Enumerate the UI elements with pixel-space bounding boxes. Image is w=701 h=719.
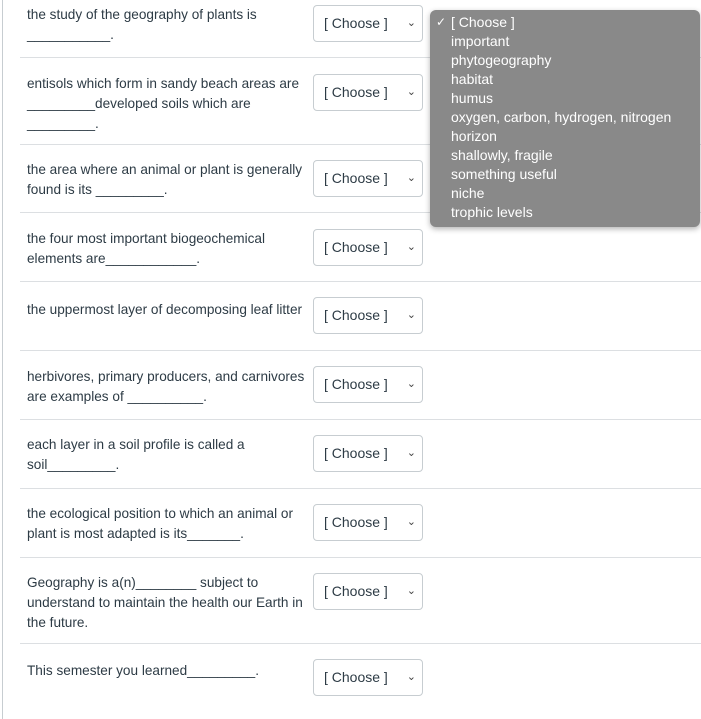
row-divider [20, 419, 701, 420]
select-value: [ Choose ] [324, 170, 388, 186]
question-text: entisols which form in sandy beach areas are _________developed soils which are _________. [27, 76, 300, 131]
select-value: [ Choose ] [324, 669, 388, 685]
select-value: [ Choose ] [324, 376, 388, 392]
chevron-down-icon: ⌄ [406, 172, 416, 184]
option-label: humus [451, 90, 494, 106]
option-label: important [451, 33, 510, 49]
chevron-down-icon: ⌄ [406, 516, 416, 528]
option-label: oxygen, carbon, hydrogen, nitrogen [451, 109, 672, 125]
dropdown-option[interactable] [430, 32, 700, 51]
select-value: [ Choose ] [324, 583, 388, 599]
option-label: shallowly, fragile [451, 147, 553, 163]
dropdown-option[interactable] [430, 13, 700, 32]
dropdown-option[interactable] [430, 108, 700, 127]
answer-select[interactable] [313, 74, 423, 111]
answer-select[interactable] [313, 659, 423, 696]
dropdown-option[interactable] [430, 184, 700, 203]
select-value: [ Choose ] [324, 445, 388, 461]
option-label: phytogeography [451, 52, 552, 68]
chevron-down-icon: ⌄ [406, 378, 416, 390]
row-divider [20, 350, 701, 351]
option-label: trophic levels [451, 204, 533, 220]
row-divider [20, 281, 701, 282]
question-text: the four most important biogeochemical elements are____________. [27, 231, 266, 266]
checkmark-icon: ✓ [436, 15, 447, 29]
answer-select[interactable] [313, 504, 423, 541]
dropdown-option[interactable] [430, 70, 700, 89]
chevron-down-icon: ⌄ [406, 17, 416, 29]
answer-select[interactable] [313, 366, 423, 403]
question-text: the uppermost layer of decomposing leaf litter [27, 302, 303, 317]
answer-select[interactable] [313, 435, 423, 472]
chevron-down-icon: ⌄ [406, 671, 416, 683]
select-value: [ Choose ] [324, 239, 388, 255]
option-label: habitat [451, 71, 494, 87]
chevron-down-icon: ⌄ [406, 585, 416, 597]
question-text: the ecological position to which an animal or plant is most adapted is its_______. [27, 506, 293, 541]
dropdown-option[interactable] [430, 203, 700, 222]
answer-select[interactable] [313, 160, 423, 197]
select-value: [ Choose ] [324, 307, 388, 323]
question-text: Geography is a(n)________ subject to understand to maintain the health our Earth in the future. [27, 575, 303, 630]
answer-select[interactable] [313, 573, 423, 610]
question-text: the study of the geography of plants is ___________. [27, 7, 257, 42]
select-value: [ Choose ] [324, 84, 388, 100]
row-divider [20, 488, 701, 489]
dropdown-option[interactable] [430, 89, 700, 108]
question-text: each layer in a soil profile is called a soil_________. [27, 437, 245, 472]
select-value: [ Choose ] [324, 514, 388, 530]
dropdown-option[interactable] [430, 51, 700, 70]
answer-select[interactable] [313, 229, 423, 266]
chevron-down-icon: ⌄ [406, 241, 416, 253]
question-text: This semester you learned_________. [27, 663, 259, 678]
option-label: [ Choose ] [451, 14, 515, 30]
option-label: something useful [451, 166, 557, 182]
row-divider [20, 557, 701, 558]
dropdown-option[interactable] [430, 127, 700, 146]
question-text: the area where an animal or plant is generally found is its _________. [27, 162, 303, 197]
answer-select[interactable] [313, 5, 423, 42]
dropdown-option[interactable] [430, 146, 700, 165]
select-value: [ Choose ] [324, 15, 388, 31]
chevron-down-icon: ⌄ [406, 86, 416, 98]
left-border [2, 0, 3, 719]
chevron-down-icon: ⌄ [406, 309, 416, 321]
answer-select[interactable] [313, 297, 423, 334]
dropdown-menu[interactable] [430, 10, 700, 227]
row-divider [20, 643, 701, 644]
chevron-down-icon: ⌄ [406, 447, 416, 459]
dropdown-option[interactable] [430, 165, 700, 184]
option-label: horizon [451, 128, 497, 144]
question-text: herbivores, primary producers, and carnivores are examples of __________. [27, 369, 305, 404]
option-label: niche [451, 185, 485, 201]
